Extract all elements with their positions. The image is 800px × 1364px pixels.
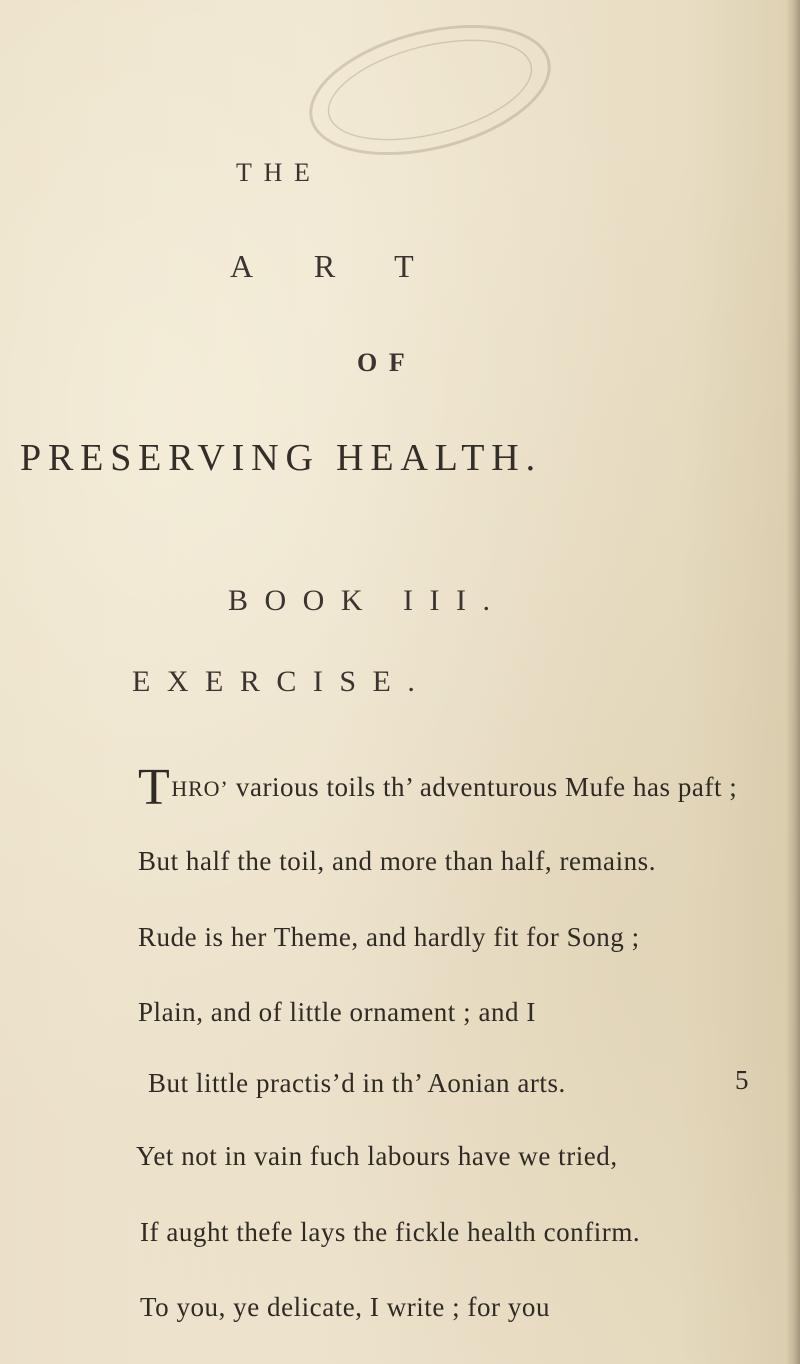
exercise-heading: EXERCISE. xyxy=(132,665,432,698)
title-the: THE xyxy=(236,158,322,187)
page-right-edge-shadow xyxy=(786,0,800,1364)
drop-cap: T xyxy=(138,759,171,816)
poem-line-2: But half the toil, and more than half, remains. xyxy=(138,846,656,876)
poem-line-8: To you, ye delicate, I write ; for you xyxy=(140,1292,551,1322)
book-heading: BOOK III. xyxy=(228,584,507,617)
title-of: OF xyxy=(357,348,417,377)
poem-line-3: Rude is her Theme, and hardly fit for Song ; xyxy=(138,922,640,952)
small-caps-word: HRO’ xyxy=(171,776,229,801)
poem-line-7: If aught thefe lays the fickle health confirm. xyxy=(140,1217,641,1247)
poem-line-1 xyxy=(138,759,738,816)
poem-line-4: Plain, and of little ornament ; and I xyxy=(138,997,536,1027)
title-art: ART xyxy=(230,248,475,284)
line-number-5: 5 xyxy=(735,1065,749,1095)
library-stamp-mark xyxy=(287,0,573,189)
poem-line-5: But little practis’d in th’ Aonian arts. xyxy=(148,1068,566,1098)
poem-line-6: Yet not in vain fuch labours have we tried, xyxy=(136,1141,618,1171)
poem-line-1-text: various toils th’ adventurous Mufe has paft ; xyxy=(228,772,738,802)
title-main: PRESERVING HEALTH. xyxy=(20,437,542,479)
